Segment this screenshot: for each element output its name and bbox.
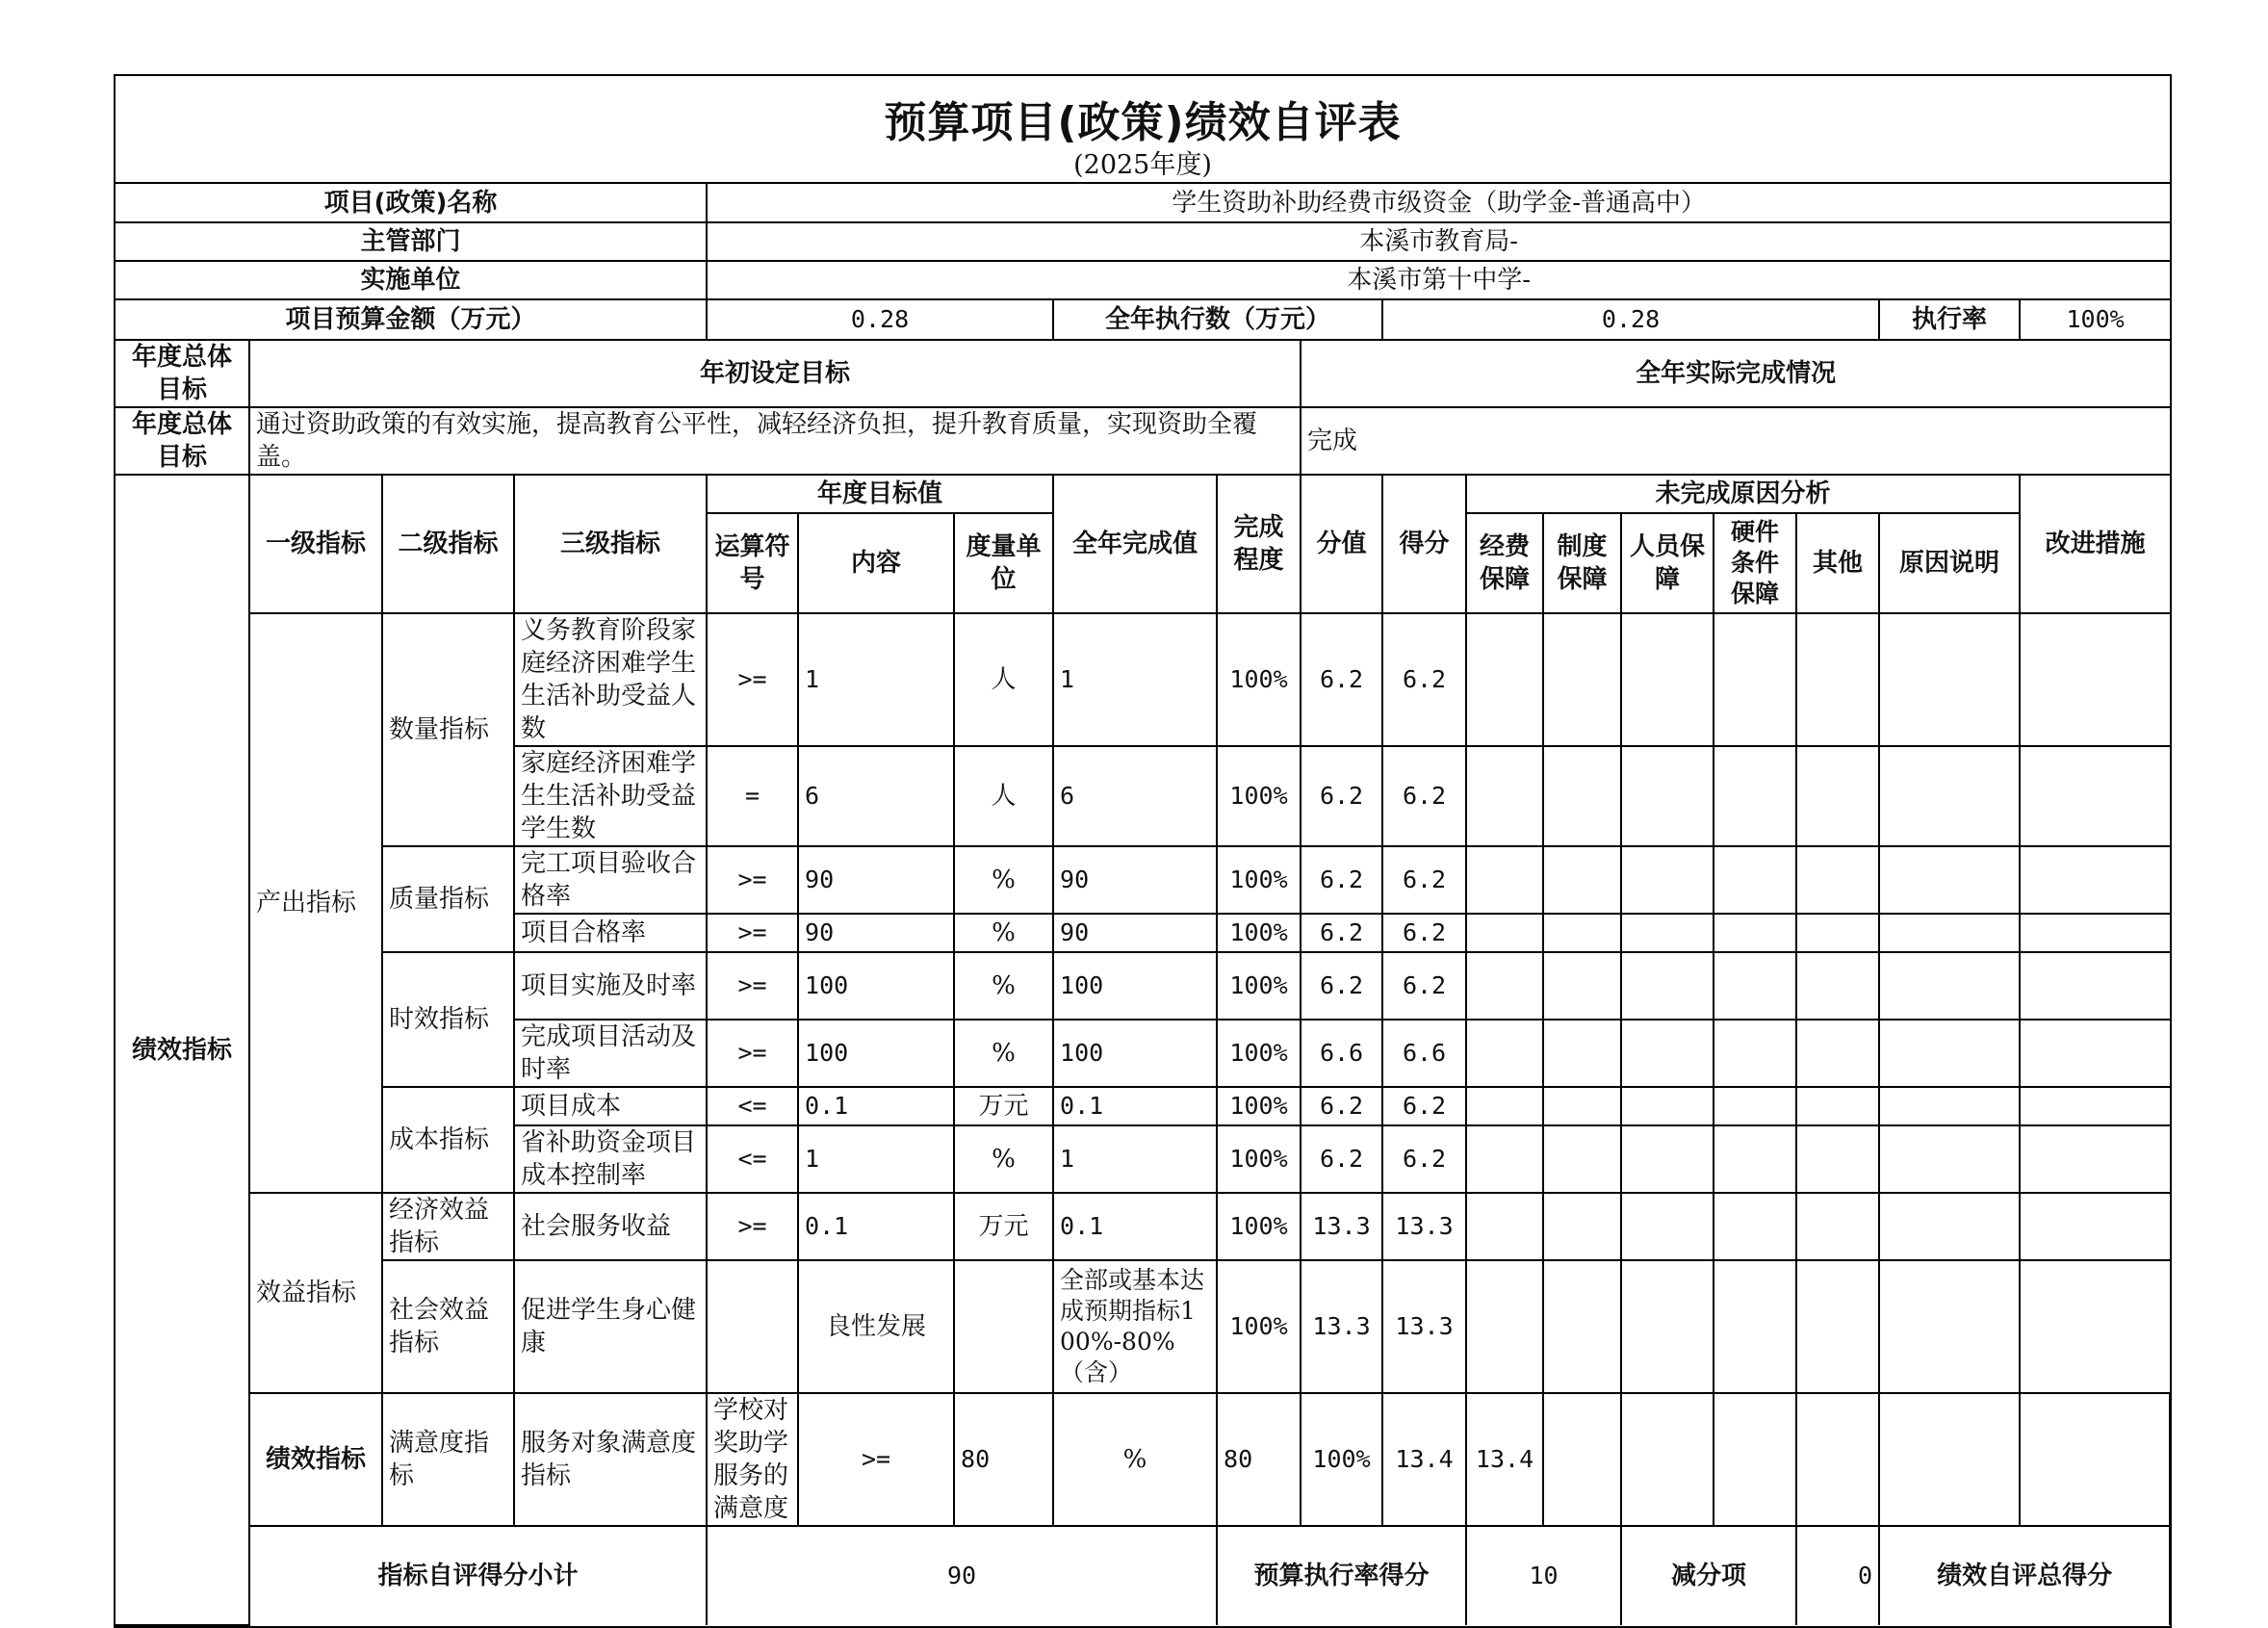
- row-actual: 1: [1053, 1125, 1217, 1193]
- row-unit: 人: [954, 746, 1053, 846]
- row-unit: %: [954, 952, 1053, 1020]
- row-unit: %: [954, 914, 1053, 952]
- row-op: >=: [798, 1393, 954, 1526]
- row-score: 6.2: [1382, 613, 1466, 746]
- header-level3: 三级指标: [514, 475, 707, 613]
- group-quality: 质量指标: [382, 846, 514, 952]
- table-row: [116, 952, 2170, 1020]
- row-actual: 全部或基本达成预期指标100%-80%（含）: [1053, 1260, 1217, 1393]
- row-op: =: [707, 746, 798, 846]
- row-name: 完成项目活动及时率: [514, 1020, 707, 1087]
- table-row: [116, 1393, 2170, 1526]
- row-value: 13.3: [1301, 1260, 1382, 1393]
- row-op: [707, 1260, 798, 1393]
- row-content: 90: [798, 846, 954, 914]
- row-score: 13.3: [1382, 1260, 1466, 1393]
- budget-score-label: 预算执行率得分: [1217, 1526, 1466, 1625]
- header-op: 运算符号: [707, 513, 798, 613]
- row-degree: 100%: [1217, 1260, 1301, 1393]
- group-social: 社会效益指标: [382, 1260, 514, 1393]
- goals-label-2: 年度总体目标: [116, 407, 249, 475]
- budget-label: 项目预算金额（万元）: [116, 299, 707, 340]
- row-unit: %: [954, 846, 1053, 914]
- row-content: 80: [954, 1393, 1053, 1526]
- row-unit: 万元: [954, 1193, 1053, 1260]
- row-score: 6.2: [1382, 846, 1466, 914]
- group-cost: 成本指标: [382, 1087, 514, 1193]
- header-score-value: 分值: [1301, 475, 1382, 613]
- row-score: 13.3: [1382, 1193, 1466, 1260]
- row-name: 社会服务收益: [514, 1193, 707, 1260]
- row-degree: 100%: [1217, 1193, 1301, 1260]
- evaluation-table: [116, 184, 2170, 1626]
- row-actual: 1: [1053, 613, 1217, 746]
- row-value: 6.2: [1301, 1087, 1382, 1125]
- exec-value: 0.28: [1382, 299, 1879, 340]
- row-content: 0.1: [798, 1087, 954, 1125]
- row-name: 完工项目验收合格率: [514, 846, 707, 914]
- header-level2: 二级指标: [382, 475, 514, 613]
- row-value: 6.2: [1301, 846, 1382, 914]
- row-op: <=: [707, 1125, 798, 1193]
- group-satisfaction: 满意度指标: [382, 1393, 514, 1526]
- unit-value: 本溪市第十中学-: [707, 261, 2170, 299]
- header-degree: 完成程度: [1217, 475, 1301, 613]
- row-score: 6.2: [1382, 1087, 1466, 1125]
- group-output: 产出指标: [249, 613, 382, 1193]
- info-row-budget: [116, 299, 2170, 340]
- row-value: 13.3: [1301, 1193, 1382, 1260]
- header-level1: 一级指标: [249, 475, 382, 613]
- page-title: 预算项目(政策)绩效自评表: [884, 98, 1402, 147]
- table-row: [116, 1260, 2170, 1393]
- row-op: >=: [707, 914, 798, 952]
- row-op: >=: [707, 613, 798, 746]
- row-content: 1: [798, 1125, 954, 1193]
- rate-label: 执行率: [1879, 299, 2020, 340]
- row-name: 义务教育阶段家庭经济困难学生生活补助受益人数: [514, 613, 707, 746]
- table-row: [116, 613, 2170, 746]
- row-actual: 100: [1053, 952, 1217, 1020]
- initial-goal-header: 年初设定目标: [249, 340, 1301, 407]
- row-degree: 100%: [1217, 846, 1301, 914]
- dept-value: 本溪市教育局-: [707, 222, 2170, 261]
- group-time: 时效指标: [382, 952, 514, 1087]
- subtotal-label: 指标自评得分小计: [249, 1526, 707, 1625]
- row-unit: 人: [954, 613, 1053, 746]
- row-actual: 6: [1053, 746, 1217, 846]
- row-actual: 100: [1053, 1020, 1217, 1087]
- indicator-header-row-1: [116, 475, 2170, 513]
- title-block: [116, 76, 2170, 184]
- row-unit: %: [1053, 1393, 1217, 1526]
- row-actual: 0.1: [1053, 1087, 1217, 1125]
- row-actual: 90: [1053, 914, 1217, 952]
- goals-content-row: [116, 407, 2170, 475]
- row-content: 1: [798, 613, 954, 746]
- header-r-fund: 经费保障: [1466, 513, 1543, 613]
- row-actual: 80: [1217, 1393, 1301, 1526]
- row-name: 家庭经济困难学生生活补助受益学生数: [514, 746, 707, 846]
- row-degree: 100%: [1217, 914, 1301, 952]
- info-row-unit: [116, 261, 2170, 299]
- subtotal-value: 90: [707, 1526, 1217, 1625]
- budget-value: 0.28: [707, 299, 1053, 340]
- info-row-dept: [116, 222, 2170, 261]
- row-degree: 100%: [1301, 1393, 1382, 1526]
- row-value: 6.2: [1301, 1125, 1382, 1193]
- evaluation-sheet: [114, 74, 2172, 1628]
- row-name: 项目成本: [514, 1087, 707, 1125]
- project-name-label: 项目(政策)名称: [116, 184, 707, 222]
- row-unit: 万元: [954, 1087, 1053, 1125]
- row-degree: 100%: [1217, 952, 1301, 1020]
- row-degree: 100%: [1217, 1125, 1301, 1193]
- footer-row: [116, 1526, 2170, 1625]
- row-content: 100: [798, 952, 954, 1020]
- header-r-staff: 人员保障: [1621, 513, 1714, 613]
- goals-header-row: [116, 340, 2170, 407]
- deduct-label: 减分项: [1621, 1526, 1796, 1625]
- header-reason-group: 未完成原因分析: [1466, 475, 2020, 513]
- row-actual: 90: [1053, 846, 1217, 914]
- row-op: >=: [707, 952, 798, 1020]
- header-r-system: 制度保障: [1543, 513, 1621, 613]
- project-name-value: 学生资助补助经费市级资金（助学金-普通高中）: [707, 184, 2170, 222]
- row-content: 6: [798, 746, 954, 846]
- table-row: [116, 846, 2170, 914]
- unit-label: 实施单位: [116, 261, 707, 299]
- row-score: 6.2: [1382, 746, 1466, 846]
- budget-score-value: 10: [1466, 1526, 1621, 1625]
- row-value: 6.2: [1301, 613, 1382, 746]
- row-degree: 100%: [1217, 1087, 1301, 1125]
- header-r-explain: 原因说明: [1879, 513, 2020, 613]
- group-econ: 经济效益指标: [382, 1193, 514, 1260]
- row-value: 6.2: [1301, 914, 1382, 952]
- row-name: 项目合格率: [514, 914, 707, 952]
- header-score: 得分: [1382, 475, 1466, 613]
- deduct-value: 0: [1796, 1526, 1879, 1625]
- row-unit: [954, 1260, 1053, 1393]
- actual-goal-text: 完成: [1301, 407, 2170, 475]
- row-unit: %: [954, 1020, 1053, 1087]
- header-improve: 改进措施: [2020, 475, 2170, 613]
- row-actual: 0.1: [1053, 1193, 1217, 1260]
- page-subtitle: (2025年度): [1073, 150, 1212, 180]
- section-performance-2: 绩效指标: [249, 1393, 382, 1526]
- header-target-group: 年度目标值: [707, 475, 1053, 513]
- exec-label: 全年执行数（万元）: [1053, 299, 1382, 340]
- row-value: 13.4: [1382, 1393, 1466, 1526]
- row-name: 项目实施及时率: [514, 952, 707, 1020]
- row-unit: %: [954, 1125, 1053, 1193]
- row-name: 学校对奖助学服务的满意度: [707, 1393, 798, 1526]
- table-row: [116, 1087, 2170, 1125]
- row-score: 13.4: [1466, 1393, 1543, 1526]
- row-degree: 100%: [1217, 1020, 1301, 1087]
- group-quantity: 数量指标: [382, 613, 514, 846]
- header-r-other: 其他: [1796, 513, 1879, 613]
- row-content: 90: [798, 914, 954, 952]
- row-score: 6.6: [1382, 1020, 1466, 1087]
- row-op: >=: [707, 1020, 798, 1087]
- row-op: <=: [707, 1087, 798, 1125]
- header-content: 内容: [798, 513, 954, 613]
- info-row-name: [116, 184, 2170, 222]
- row-value: 6.2: [1301, 746, 1382, 846]
- row-name: 省补助资金项目成本控制率: [514, 1125, 707, 1193]
- header-unit: 度量单位: [954, 513, 1053, 613]
- group-service: 服务对象满意度指标: [514, 1393, 707, 1526]
- row-value: 6.2: [1301, 952, 1382, 1020]
- row-content: 0.1: [798, 1193, 954, 1260]
- row-score: 6.2: [1382, 914, 1466, 952]
- rate-value: 100%: [2020, 299, 2170, 340]
- total-label: 绩效自评总得分: [1879, 1526, 2170, 1625]
- row-name: 促进学生身心健康: [514, 1260, 707, 1393]
- group-benefit: 效益指标: [249, 1193, 382, 1393]
- section-performance: 绩效指标: [116, 475, 249, 1625]
- dept-label: 主管部门: [116, 222, 707, 261]
- goals-label: 年度总体目标: [116, 340, 249, 407]
- actual-goal-header: 全年实际完成情况: [1301, 340, 2170, 407]
- row-content: 100: [798, 1020, 954, 1087]
- table-row: [116, 1193, 2170, 1260]
- initial-goal-text: 通过资助政策的有效实施，提高教育公平性，减轻经济负担，提升教育质量，实现资助全覆盖。: [249, 407, 1301, 475]
- row-degree: 100%: [1217, 746, 1301, 846]
- row-op: >=: [707, 1193, 798, 1260]
- row-degree: 100%: [1217, 613, 1301, 746]
- row-score: 6.2: [1382, 952, 1466, 1020]
- row-op: >=: [707, 846, 798, 914]
- row-content: 良性发展: [798, 1260, 954, 1393]
- row-score: 6.2: [1382, 1125, 1466, 1193]
- header-r-hardware: 硬件条件保障: [1714, 513, 1796, 613]
- row-value: 6.6: [1301, 1020, 1382, 1087]
- header-actual: 全年完成值: [1053, 475, 1217, 613]
